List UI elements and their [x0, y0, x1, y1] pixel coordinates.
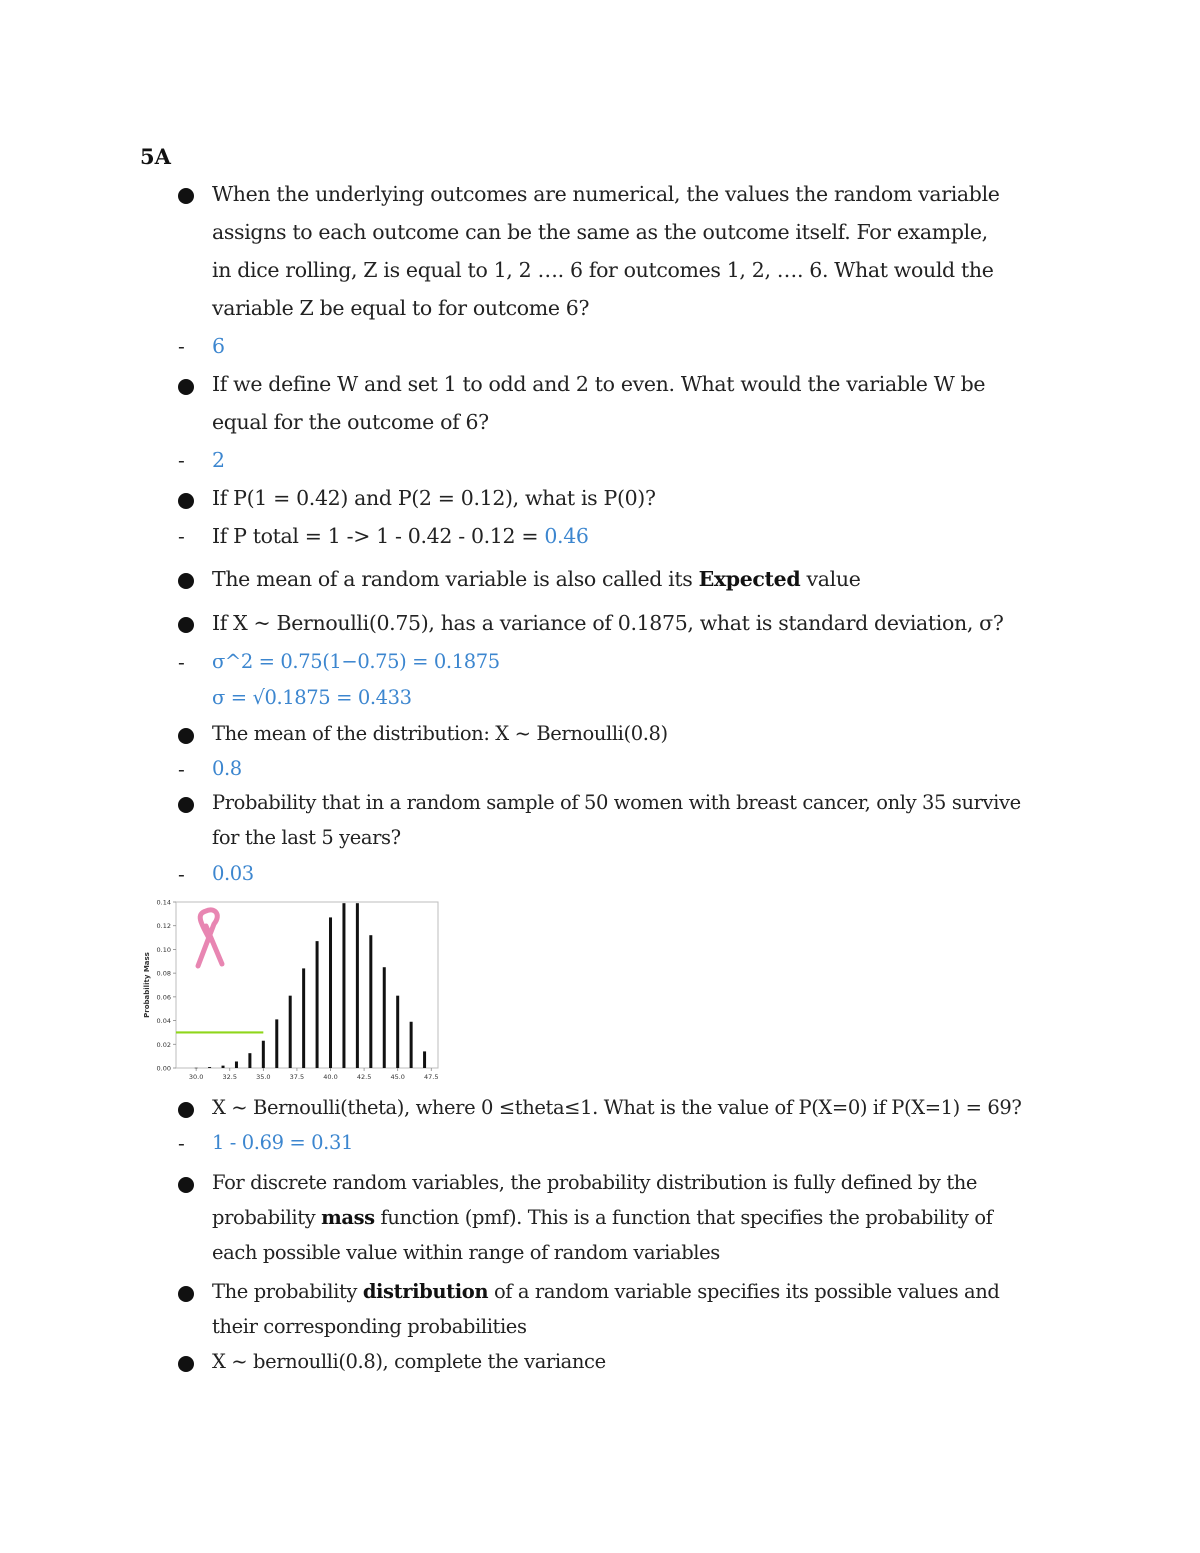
emphasis-term: distribution [362, 1280, 489, 1303]
y-axis-label: Probability Mass [143, 952, 151, 1018]
dash-marker: - [178, 757, 185, 781]
x-tick-label: 35.0 [256, 1073, 271, 1081]
y-tick-label: 0.02 [156, 1040, 171, 1049]
statement-text [212, 1206, 993, 1229]
x-tick-label: 47.5 [424, 1073, 439, 1081]
answer-text: 6 [212, 334, 225, 358]
dash-marker: - [178, 524, 185, 548]
bullet-icon [178, 1177, 194, 1193]
question-text: The mean of the distribution: X ~ Bernoulli(0.8) [212, 722, 668, 745]
pmf-bar [222, 1066, 225, 1068]
question-text: If P(1 = 0.42) and P(2 = 0.12), what is P(0)? [212, 486, 656, 510]
y-tick-label: 0.12 [156, 922, 171, 931]
question-text: variable Z be equal to for outcome 6? [212, 296, 590, 320]
emphasis-term: Expected [698, 567, 801, 591]
pmf-bar [423, 1051, 426, 1068]
question-text: If we define W and set 1 to odd and 2 to even. What would the variable W be [212, 372, 986, 396]
statement-text: their corresponding probabilities [212, 1315, 527, 1338]
statement-pre: probability [212, 1206, 322, 1229]
question-text: If X ~ Bernoulli(0.75), has a variance of 0.1875, what is standard deviation, σ? [212, 611, 1004, 635]
question-text: When the underlying outcomes are numerical, the values the random variable [212, 182, 1000, 206]
pmf-bar [316, 941, 319, 1068]
x-tick-label: 30.0 [188, 1073, 204, 1081]
pmf-bar [195, 1068, 198, 1069]
answer-text: 2 [212, 448, 225, 472]
bullet-icon [178, 493, 194, 509]
y-tick-label: 0.04 [156, 1017, 171, 1026]
statement-pre: The probability [212, 1280, 363, 1303]
bullet-icon [178, 617, 194, 633]
pmf-bar [289, 996, 292, 1068]
answer-text: σ = √0.1875 = 0.433 [212, 686, 412, 709]
bullet-icon [178, 1286, 194, 1302]
question-text: for the last 5 years? [212, 826, 401, 849]
section-heading: 5A [140, 144, 171, 169]
y-tick-label: 0.14 [156, 898, 171, 907]
pmf-bar [383, 967, 386, 1068]
y-tick-label: 0.08 [156, 969, 171, 978]
bullet-icon [178, 797, 194, 813]
question-text: in dice rolling, Z is equal to 1, 2 …. 6 for outcomes 1, 2, …. 6. What would the [212, 258, 994, 282]
dash-marker: - [178, 334, 185, 358]
statement-text: For discrete random variables, the probability distribution is fully defined by the [212, 1171, 978, 1194]
statement-text [212, 567, 860, 591]
answer-prefix: If P total = 1 -> 1 - 0.42 - 0.12 = [212, 524, 545, 548]
pmf-bar [329, 917, 332, 1068]
x-tick-label: 32.5 [222, 1073, 237, 1081]
statement-post: function (pmf). This is a function that specifies the probability of [374, 1206, 993, 1229]
question-text: X ~ Bernoulli(theta), where 0 ≤theta≤1. What is the value of P(X=0) if P(X=1) = 69? [212, 1096, 1022, 1119]
answer-text: 0.8 [212, 757, 242, 780]
answer-line [212, 524, 589, 548]
answer-text: 0.03 [212, 862, 254, 885]
statement-post: of a random variable specifies its possible values and [488, 1280, 1000, 1303]
pmf-bar [208, 1067, 211, 1068]
question-text: Probability that in a random sample of 50 women with breast cancer, only 35 survive [212, 791, 1021, 814]
x-tick-label: 37.5 [289, 1073, 305, 1081]
dash-marker: - [178, 862, 185, 886]
pmf-bar [396, 996, 399, 1068]
statement-text: each possible value within range of random variables [212, 1241, 720, 1264]
x-tick-label: 45.0 [390, 1073, 405, 1081]
y-tick-label: 0.06 [156, 993, 171, 1002]
bullet-icon [178, 573, 194, 589]
pmf-bar [410, 1022, 413, 1068]
pmf-bar [248, 1053, 251, 1068]
bullet-icon [178, 1356, 194, 1372]
y-tick-label: 0.00 [156, 1064, 171, 1073]
dash-marker: - [178, 650, 185, 674]
pmf-bar [235, 1061, 238, 1068]
answer-text: σ^2 = 0.75(1−0.75) = 0.1875 [212, 650, 500, 673]
bullet-icon [178, 728, 194, 744]
answer-text: 0.46 [544, 524, 589, 548]
x-tick-label: 42.5 [356, 1073, 372, 1081]
question-text: equal for the outcome of 6? [212, 410, 489, 434]
pmf-bar [275, 1019, 278, 1068]
pmf-bar [369, 935, 372, 1068]
bullet-icon [178, 1102, 194, 1118]
pmf-bar [342, 903, 345, 1068]
statement-post: value [800, 567, 861, 591]
pmf-bar [356, 903, 359, 1068]
question-text: assigns to each outcome can be the same as the outcome itself. For example, [212, 220, 988, 244]
emphasis-term: mass [321, 1206, 375, 1229]
dash-marker: - [178, 448, 185, 472]
y-tick-label: 0.10 [156, 945, 171, 954]
pmf-bar [262, 1041, 265, 1068]
question-text: X ~ bernoulli(0.8), complete the variance [212, 1350, 606, 1373]
x-tick-label: 40.0 [323, 1073, 338, 1081]
bullet-icon [178, 379, 194, 395]
statement-text [212, 1280, 999, 1303]
statement-pre: The mean of a random variable is also called its [212, 567, 699, 591]
pmf-bar [302, 968, 305, 1068]
bullet-icon [178, 188, 194, 204]
probability-mass-chart [138, 890, 444, 1090]
answer-text: 1 - 0.69 = 0.31 [212, 1131, 353, 1154]
dash-marker: - [178, 1131, 185, 1155]
